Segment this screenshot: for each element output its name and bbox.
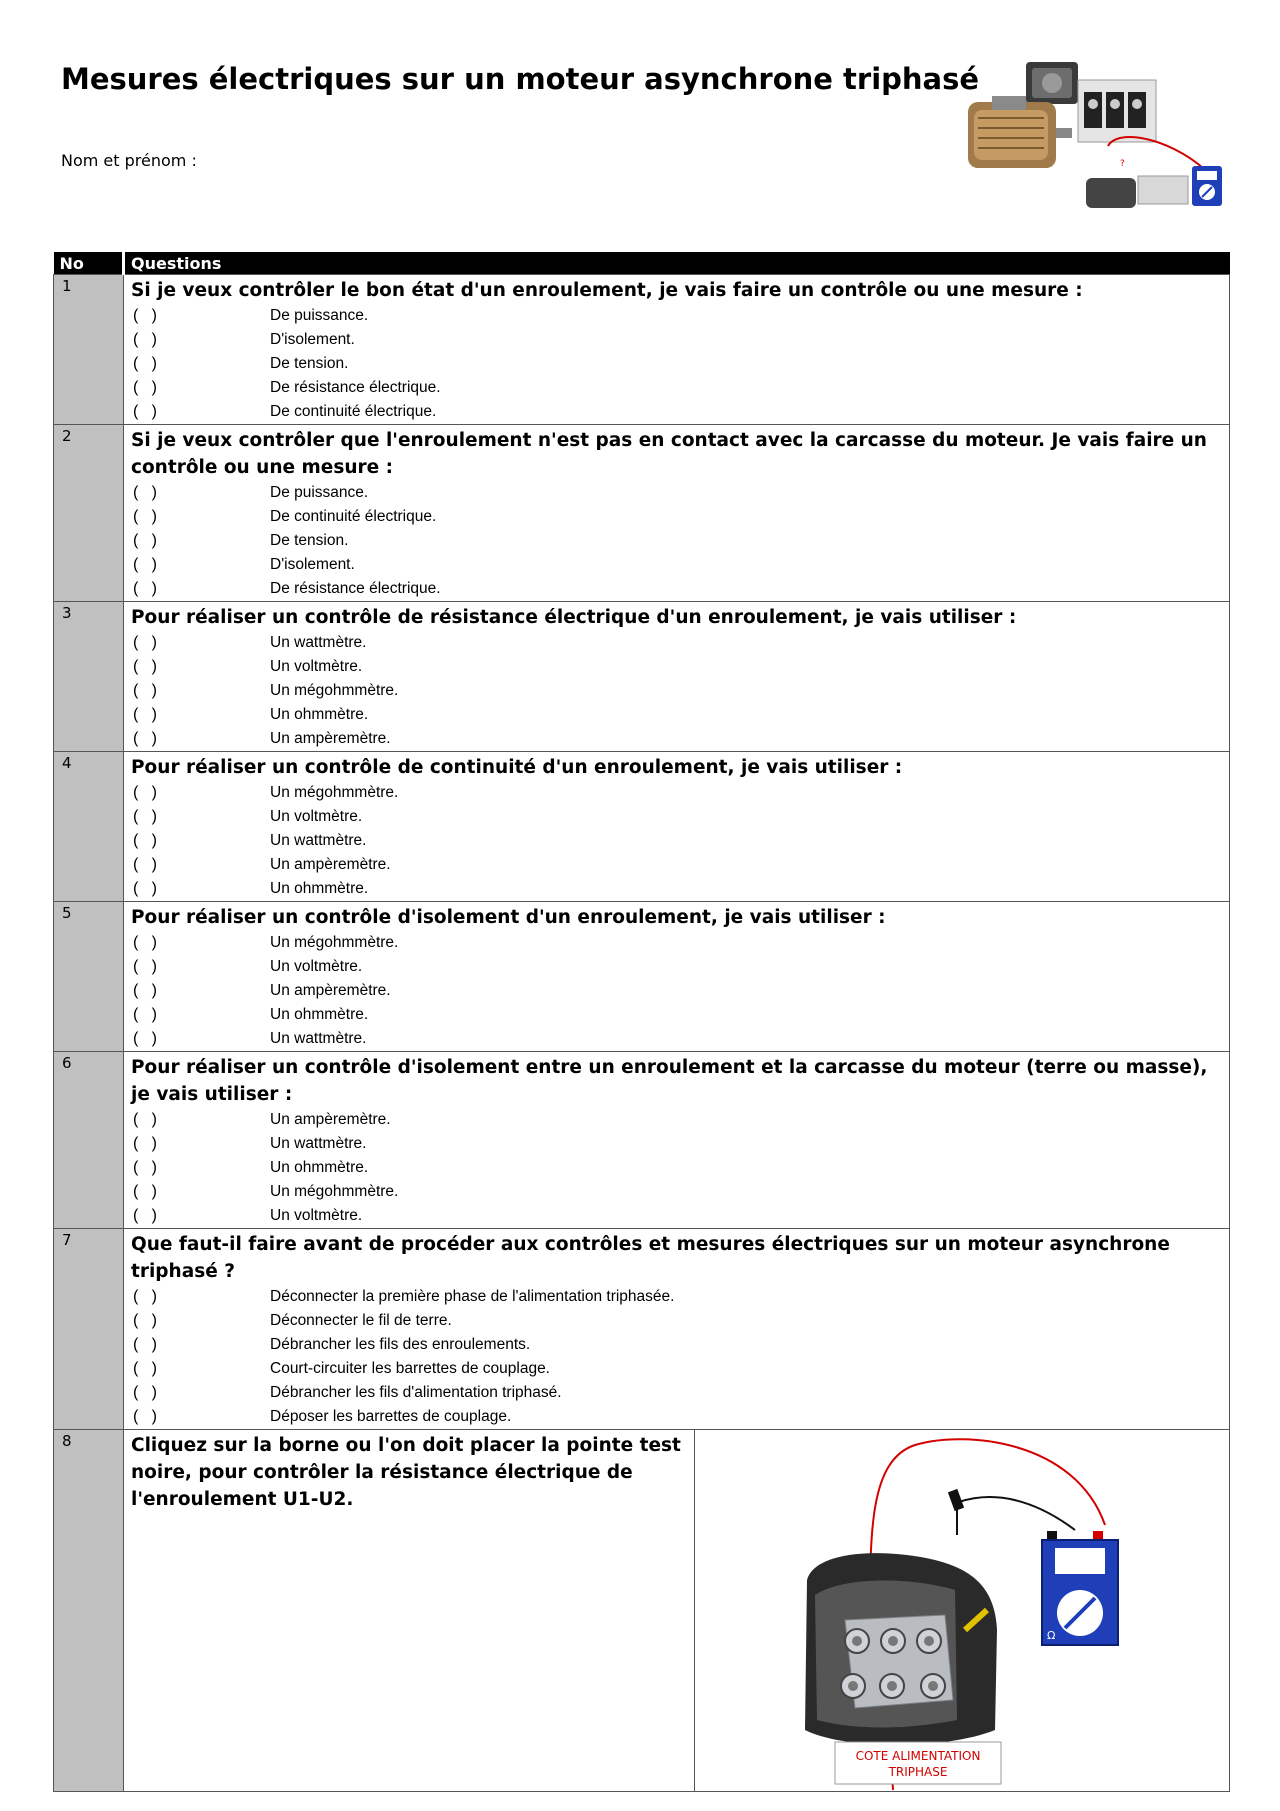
answer-option[interactable] [131,376,1223,400]
answer-option[interactable] [131,529,1223,553]
header-questions: Questions [124,252,1230,275]
answer-option[interactable] [131,655,1223,679]
answer-option[interactable] [131,1003,1223,1027]
question-cell [124,602,1230,752]
terminal-diagram [695,1430,1229,1791]
answer-checkbox[interactable]: ( ) [133,682,157,699]
question-text: Si je veux contrôler le bon état d'un enroulement, je vais faire un contrôle ou une mesure : [131,280,1083,301]
answer-option[interactable] [131,1132,1223,1156]
answer-checkbox[interactable]: ( ) [133,808,157,825]
question-cell [124,425,1230,602]
question-number: 7 [54,1229,124,1430]
answer-checkbox[interactable]: ( ) [133,508,157,525]
answer-option[interactable] [131,1285,1223,1309]
answer-checkbox[interactable]: ( ) [133,1360,157,1377]
answer-checkbox[interactable]: ( ) [133,982,157,999]
question-number: 3 [54,602,124,752]
answer-checkbox[interactable]: ( ) [133,532,157,549]
answer-checkbox[interactable]: ( ) [133,1336,157,1353]
answer-option-label: Débrancher les fils d'alimentation triphasé. [270,1384,562,1401]
answer-checkbox[interactable]: ( ) [133,403,157,420]
question-cell [124,1229,1230,1430]
answer-option[interactable] [131,1309,1223,1333]
answer-option[interactable] [131,955,1223,979]
answer-option-label: Déposer les barrettes de couplage. [270,1408,512,1425]
answer-option-label: Un ohmmètre. [270,880,369,897]
multimeter [1042,1531,1118,1645]
answer-option-label: De continuité électrique. [270,508,437,525]
answer-option[interactable] [131,1156,1223,1180]
answer-option[interactable] [131,1027,1223,1051]
answer-option-label: De résistance électrique. [270,580,441,597]
answer-checkbox[interactable]: ( ) [133,1030,157,1047]
answer-checkbox[interactable]: ( ) [133,1111,157,1128]
answer-checkbox[interactable]: ( ) [133,355,157,372]
answer-checkbox[interactable]: ( ) [133,1135,157,1152]
answer-checkbox[interactable]: ( ) [133,1288,157,1305]
supply-side-label-line1: COTE ALIMENTATION [855,1749,981,1763]
answer-option[interactable] [131,703,1223,727]
answer-option-label: De tension. [270,355,349,372]
answer-option[interactable] [131,1204,1223,1228]
answer-option-label: Un ampèremètre. [270,1111,391,1128]
question-cell [124,1052,1230,1229]
answer-option-label: De résistance électrique. [270,379,441,396]
answer-option[interactable] [131,1333,1223,1357]
answer-option-label: Un wattmètre. [270,634,367,651]
supply-side-label-line2: TRIPHASE [888,1765,948,1779]
answer-checkbox[interactable]: ( ) [133,331,157,348]
answer-option[interactable] [131,481,1223,505]
answer-option[interactable] [131,505,1223,529]
answer-option[interactable] [131,352,1223,376]
answer-checkbox[interactable]: ( ) [133,1408,157,1425]
bottom-motor-image [1086,178,1136,208]
answer-checkbox[interactable]: ( ) [133,706,157,723]
answer-checkbox[interactable]: ( ) [133,556,157,573]
question-row [54,425,1230,602]
answer-option[interactable] [131,631,1223,655]
question-number: 8 [54,1430,124,1792]
answer-checkbox[interactable]: ( ) [133,1384,157,1401]
answer-option[interactable] [131,400,1223,424]
question-text: Pour réaliser un contrôle d'isolement d'un enroulement, je vais utiliser : [131,907,886,928]
svg-text:?: ? [1120,159,1125,169]
answer-option[interactable] [131,679,1223,703]
answer-option-label: De puissance. [270,484,369,501]
option-list [131,931,1223,1051]
answer-option-label: Un ampèremètre. [270,730,391,747]
question-text: Que faut-il faire avant de procéder aux contrôles et mesures électriques sur un moteur asynchrone triphasé ? [131,1234,1170,1282]
answer-option-label: De continuité électrique. [270,403,437,420]
questions-table [53,252,1230,1792]
answer-checkbox[interactable]: ( ) [133,484,157,501]
answer-option[interactable] [131,877,1223,901]
answer-option-label: De puissance. [270,307,369,324]
black-probe-wire [959,1497,1075,1530]
answer-checkbox[interactable]: ( ) [133,1159,157,1176]
answer-option-label: Un voltmètre. [270,958,363,975]
name-label: Nom et prénom : [61,151,197,170]
option-list [131,481,1223,601]
answer-option-label: Débrancher les fils des enroulements. [270,1336,531,1353]
option-list [131,781,1223,901]
answer-option[interactable] [131,304,1223,328]
answer-option[interactable] [131,577,1223,601]
question-cell [124,902,1230,1052]
ohm-symbol: Ω [1047,1629,1056,1642]
answer-checkbox[interactable]: ( ) [133,307,157,324]
answer-option-label: Un ampèremètre. [270,982,391,999]
answer-option[interactable] [131,1108,1223,1132]
option-list [131,631,1223,751]
answer-option[interactable] [131,1405,1223,1429]
question-cell [124,275,1230,425]
question-text: Pour réaliser un contrôle d'isolement entre un enroulement et la carcasse du moteur (terre ou masse), je vais utiliser : [131,1057,1208,1105]
question-row [54,902,1230,1052]
answer-option-label: D'isolement. [270,556,355,573]
answer-checkbox[interactable]: ( ) [133,379,157,396]
question-cell [124,752,1230,902]
question-text: Si je veux contrôler que l'enroulement n'est pas en contact avec la carcasse du moteur. Je vais faire un contrôle ou une mesure : [131,430,1207,478]
question-number: 1 [54,275,124,425]
question-cell [124,1430,1230,1792]
answer-option-label: Un voltmètre. [270,1207,363,1224]
answer-checkbox[interactable]: ( ) [133,832,157,849]
question-row [54,275,1230,425]
question-row [54,1229,1230,1430]
table-header-row [54,252,1230,275]
answer-option-label: Un wattmètre. [270,832,367,849]
answer-option-label: Court-circuiter les barrettes de couplage. [270,1360,550,1377]
question-row [54,602,1230,752]
answer-option-label: Un mégohmmètre. [270,1183,399,1200]
answer-option[interactable] [131,1381,1223,1405]
page-title: Mesures électriques sur un moteur asynchrone triphasé [61,62,980,96]
answer-checkbox[interactable]: ( ) [133,1006,157,1023]
option-list [131,1285,1223,1429]
answer-option[interactable] [131,328,1223,352]
answer-checkbox[interactable]: ( ) [133,658,157,675]
answer-option[interactable] [131,931,1223,955]
answer-option-label: Un wattmètre. [270,1030,367,1047]
answer-option[interactable] [131,829,1223,853]
question-text: Cliquez sur la borne ou l'on doit placer la pointe test noire, pour contrôler la résistance électrique de l'enroulement U1-U2. [131,1435,681,1510]
answer-option-label: Un ohmmètre. [270,1159,369,1176]
answer-option-label: Déconnecter le fil de terre. [270,1312,452,1329]
black-probe-tip[interactable] [948,1489,964,1511]
header-illustration [968,58,1228,214]
answer-option[interactable] [131,1180,1223,1204]
question-text: Pour réaliser un contrôle de continuité d'un enroulement, je vais utiliser : [131,757,903,778]
answer-checkbox[interactable]: ( ) [133,934,157,951]
answer-option-label: D'isolement. [270,331,355,348]
answer-option[interactable] [131,553,1223,577]
question-row [54,1052,1230,1229]
answer-option-label: Un ohmmètre. [270,1006,369,1023]
answer-checkbox[interactable]: ( ) [133,1183,157,1200]
answer-option-label: Un mégohmmètre. [270,682,399,699]
answer-option-label: Un ampèremètre. [270,856,391,873]
answer-option-label: Un wattmètre. [270,1135,367,1152]
question-text: Pour réaliser un contrôle de résistance électrique d'un enroulement, je vais utiliser : [131,607,1017,628]
question-row-8 [54,1430,1230,1792]
answer-checkbox[interactable]: ( ) [133,730,157,747]
answer-checkbox[interactable]: ( ) [133,580,157,597]
option-list [131,1108,1223,1228]
answer-option-label: Déconnecter la première phase de l'alimentation triphasée. [270,1288,675,1305]
header-no: No [54,252,124,275]
answer-option[interactable] [131,979,1223,1003]
answer-checkbox[interactable]: ( ) [133,634,157,651]
answer-checkbox[interactable]: ( ) [133,856,157,873]
answer-checkbox[interactable]: ( ) [133,880,157,897]
question-row [54,752,1230,902]
answer-option[interactable] [131,1357,1223,1381]
answer-checkbox[interactable]: ( ) [133,1207,157,1224]
answer-checkbox[interactable]: ( ) [133,784,157,801]
question-number: 6 [54,1052,124,1229]
answer-option[interactable] [131,781,1223,805]
answer-checkbox[interactable]: ( ) [133,958,157,975]
question-number: 5 [54,902,124,1052]
question-number: 4 [54,752,124,902]
answer-option[interactable] [131,727,1223,751]
answer-option-label: De tension. [270,532,349,549]
answer-option[interactable] [131,805,1223,829]
question-number: 2 [54,425,124,602]
answer-option-label: Un mégohmmètre. [270,784,399,801]
answer-option-label: Un ohmmètre. [270,706,369,723]
answer-option-label: Un voltmètre. [270,658,363,675]
option-list [131,304,1223,424]
answer-option[interactable] [131,853,1223,877]
answer-checkbox[interactable]: ( ) [133,1312,157,1329]
answer-option-label: Un voltmètre. [270,808,363,825]
answer-option-label: Un mégohmmètre. [270,934,399,951]
